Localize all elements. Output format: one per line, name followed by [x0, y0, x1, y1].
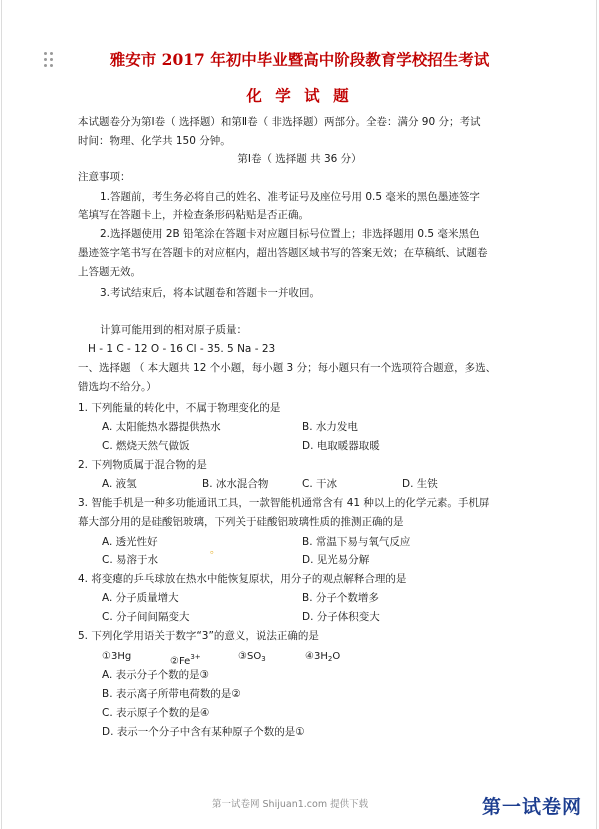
question-1-option-b: B. 水力发电	[302, 421, 358, 433]
question-5-option-b: B. 表示离子所带电荷数的是②	[102, 688, 241, 700]
notes-heading: 注意事项：	[78, 171, 131, 183]
intro-line-1: 本试题卷分为第Ⅰ卷（ 选择题）和第Ⅱ卷（ 非选择题）两部分。全卷：满分 90 分；考试	[78, 116, 481, 128]
question-3-option-c: C. 易溶于水	[102, 554, 159, 566]
question-4-option-c: C. 分子间间隔变大	[102, 611, 190, 623]
section-1-line-1: 一、选择题 （ 本大题共 12 个小题，每小题 3 分；每小题只有一个选项符合题意，多选、	[78, 362, 497, 374]
question-5-option-a: A. 表示分子个数的是③	[102, 669, 210, 681]
question-5-symbol-1: ①3Hg	[102, 651, 132, 662]
intro-line-2: 时间：物理、化学共 150 分钟。	[78, 135, 231, 147]
note-1-line-2: 笔填写在答题卡上，并检查条形码粘贴是否正确。	[78, 209, 309, 221]
question-2-option-c: C. 干冰	[302, 478, 338, 490]
question-3-option-d: D. 见光易分解	[302, 554, 370, 566]
question-3-stem-line-1: 3. 智能手机是一种多功能通讯工具，一款智能机通常含有 41 种以上的化学元素。手机屏	[78, 497, 490, 509]
atomic-mass-heading: 计算可能用到的相对原子质量：	[100, 324, 247, 336]
exam-subtitle: 化 学 试 题	[246, 86, 353, 105]
question-3-option-a: A. 透光性好	[102, 536, 158, 548]
question-4-stem: 4. 将变瘪的乒乓球放在热水中能恢复原状，用分子的观点解释合理的是	[78, 573, 407, 585]
question-2-stem: 2. 下列物质属于混合物的是	[78, 459, 207, 471]
exam-title: 雅安市 2017 年初中毕业暨高中阶段教育学校招生考试	[109, 50, 490, 69]
note-2-line-2: 墨迹签字笔书写在答题卡的对应框内，超出答题区域书写的答案无效；在草稿纸、试题卷	[78, 247, 488, 259]
page-edge-left	[1, 0, 2, 829]
volume-title: 第Ⅰ卷（ 选择题 共 36 分）	[237, 153, 362, 165]
atomic-mass-values: H - 1 C - 12 O - 16 Cl - 35. 5 Na - 23	[88, 343, 276, 355]
question-1-stem: 1. 下列能量的转化中，不属于物理变化的是	[78, 402, 281, 414]
section-1-line-2: 错选均不给分。）	[78, 381, 157, 393]
question-4-option-b: B. 分子个数增多	[302, 592, 379, 604]
question-3-option-b: B. 常温下易与氧气反应	[302, 536, 411, 548]
question-3-stem-line-2: 幕大部分用的是硅酸铝玻璃，下列关于硅酸铝玻璃性质的推测正确的是	[78, 516, 404, 528]
page-edge-right	[596, 0, 597, 829]
question-5-symbol-3: $③SO_3$	[238, 651, 266, 663]
question-3-stray-mark: 。	[210, 545, 220, 556]
note-3: 3.考试结束后，将本试题卷和答题卡一并收回。	[100, 287, 321, 299]
question-4-option-a: A. 分子质量增大	[102, 592, 179, 604]
note-2-line-1: 2.选择题使用 2B 铅笔涂在答题卡对应题目标号位置上；非选择题用 0.5 毫米黑色	[100, 228, 480, 240]
note-2-line-3: 上答题无效。	[78, 266, 141, 278]
note-1-line-1: 1.答题前，考生务必将自己的姓名、准考证号及座位号用 0.5 毫米的黑色墨迹签字	[100, 191, 480, 203]
question-5-symbol-4: $④3H_2O$	[305, 651, 341, 663]
question-2-option-b: B. 冰水混合物	[202, 478, 269, 490]
footer-watermark-text: 第一试卷网 Shijuan1.com 提供下载	[212, 799, 369, 810]
question-2-option-d: D. 生铁	[402, 478, 438, 490]
question-1-option-c: C. 燃烧天然气做饭	[102, 440, 190, 452]
question-1-option-a: A. 太阳能热水器提供热水	[102, 421, 221, 433]
question-5-stem: 5. 下列化学用语关于数字“3”的意义，说法正确的是	[78, 630, 319, 642]
question-5-option-c: C. 表示原子个数的是④	[102, 707, 210, 719]
question-2-option-a: A. 液氢	[102, 478, 137, 490]
question-1-option-d: D. 电取暖器取暖	[302, 440, 380, 452]
question-4-option-d: D. 分子体积变大	[302, 611, 380, 623]
question-5-symbol-2: $②Fe^{3+}$	[170, 653, 201, 667]
brand-logo: 第一试卷网	[482, 796, 583, 818]
question-5-option-d: D. 表示一个分子中含有某种原子个数的是①	[102, 726, 305, 738]
